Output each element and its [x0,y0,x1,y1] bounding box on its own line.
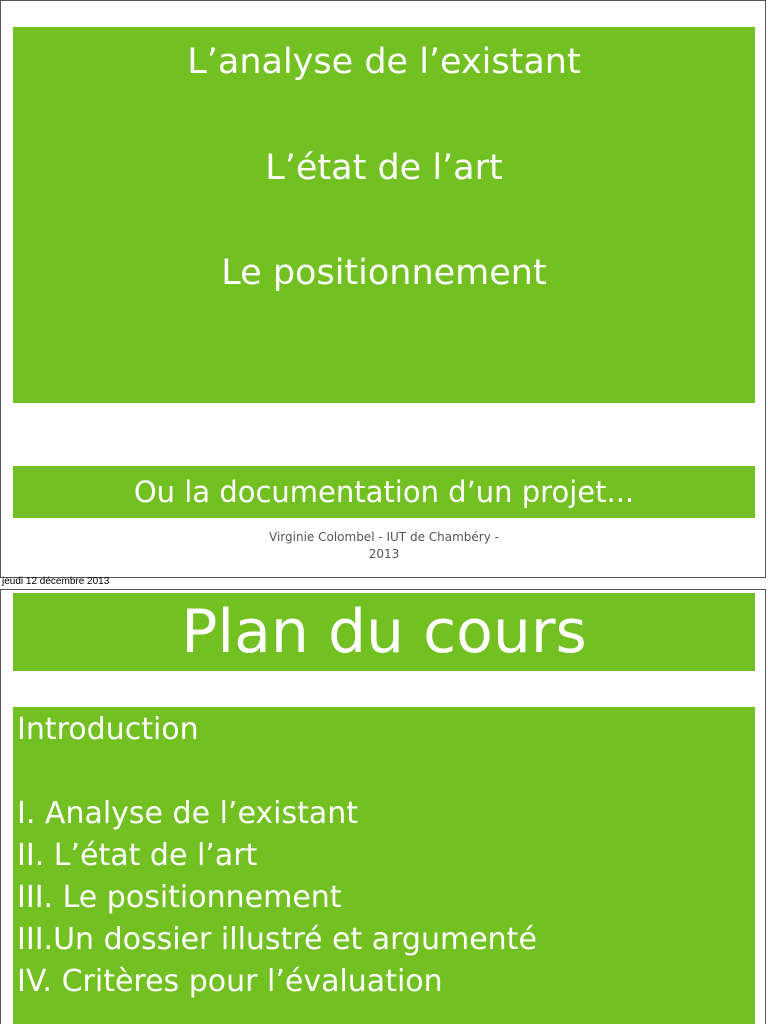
title-line-3: Le positionnement [221,253,547,293]
outline-item: Introduction [17,712,199,747]
outline-item: II. L’état de l’art [17,838,258,873]
title-line-2: L’état de l’art [265,148,503,188]
slide-footer [241,529,527,563]
title-panel [13,27,755,403]
title-line-1: L’analyse de l’existant [187,42,581,82]
footer-author: Virginie Colombel - IUT de Chambéry - [269,530,499,544]
slide-date-caption: jeudi 12 décembre 2013 [2,576,110,587]
subtitle-banner: Ou la documentation d’un projet... [13,466,755,518]
outline-item: III.Un dossier illustré et argumenté [17,922,537,957]
slide-2 [0,589,766,1024]
slide-title: Plan du cours [13,593,755,671]
outline-item: III. Le positionnement [17,880,342,915]
outline-item: I. Analyse de l’existant [17,796,359,831]
outline-panel [13,707,755,1024]
footer-year: 2013 [368,547,400,561]
outline-item: IV. Critères pour l’évaluation [17,964,443,999]
